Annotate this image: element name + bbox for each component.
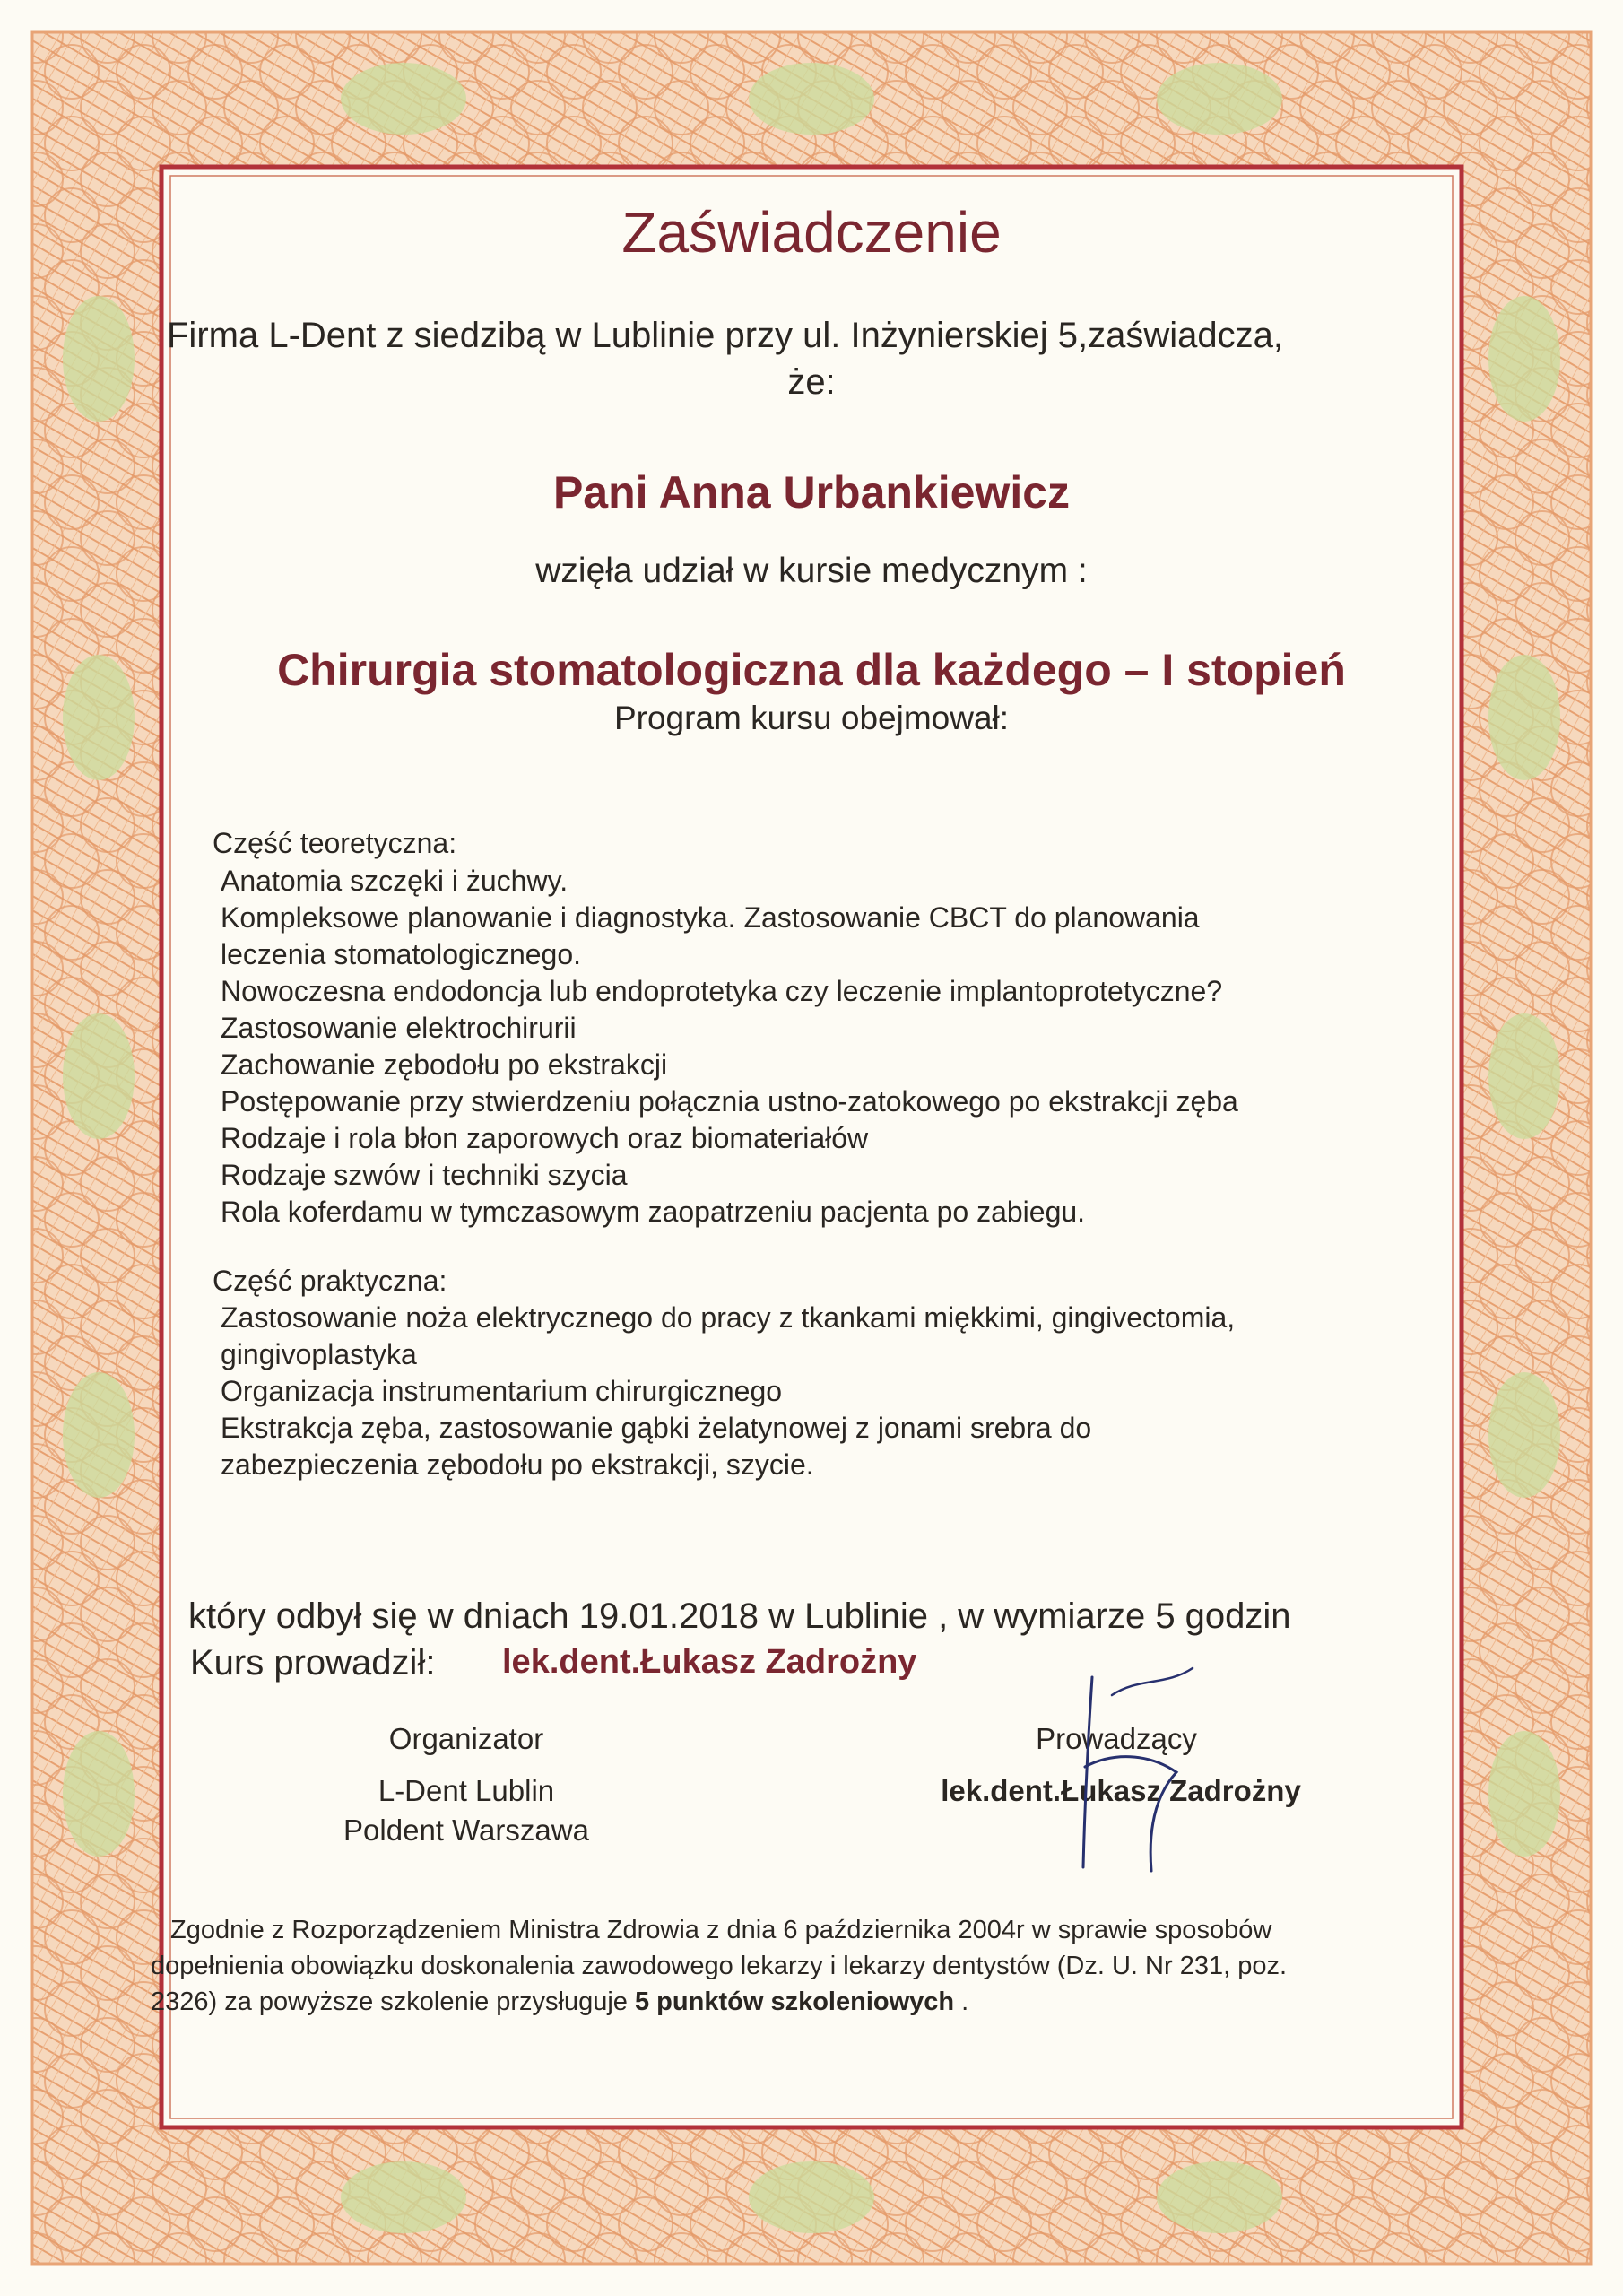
theory-item: Zachowanie zębodołu po ekstrakcji [221,1048,668,1081]
theory-item: Postępowanie przy stwierdzeniu połącznia ustno-zatokowego po ekstrakcji zęba [221,1085,1238,1118]
instructor-title: Prowadzący [1036,1722,1197,1755]
certificate-title: Zaświadczenie [621,200,1002,265]
intro-line-1: Firma L-Dent z siedzibą w Lublinie przy ul. Inżynierskiej 5,zaświadcza, [167,316,1283,355]
footer-line-2: dopełnienia obowiązku doskonalenia zawodowego lekarzy i lekarzy dentystów (Dz. U. Nr 231, poz. [151,1952,1288,1980]
theory-item: leczenia stomatologicznego. [221,938,582,970]
practice-item: gingivoplastyka [221,1338,417,1370]
theory-item: Zastosowanie elektrochirurii [221,1012,577,1044]
theory-label: Część teoretyczna: [213,827,457,859]
theory-item: Rola koferdamu w tymczasowym zaopatrzeniu pacjenta po zabiegu. [221,1196,1086,1228]
organizer-title: Organizator [388,1722,544,1755]
course-title: Chirurgia stomatologiczna dla każdego – I stopień [277,645,1346,695]
theory-item: Anatomia szczęki i żuchwy. [221,865,568,897]
practice-item: Organizacja instrumentarium chirurgicznego [221,1375,783,1407]
footer-line-1: Zgodnie z Rozporządzeniem Ministra Zdrowia z dnia 6 października 2004r w sprawie sposobów [170,1916,1272,1944]
footer-line-3-end: . [954,1987,969,2016]
practice-label: Część praktyczna: [213,1265,447,1297]
practice-item: zabezpieczenia zębodołu po ekstrakcji, szycie. [221,1448,814,1481]
handwritten-signature [1058,1659,1211,1874]
intro-line-2: że: [787,362,836,402]
theory-item: Nowoczesna endodoncja lub endoprotetyka czy leczenie implantoprotetyczne? [221,975,1223,1007]
theory-item: Rodzaje szwów i techniki szycia [221,1159,628,1191]
theory-item: Kompleksowe planowanie i diagnostyka. Zastosowanie CBCT do planowania [221,901,1200,934]
led-by-name: lek.dent.Łukasz Zadrożny [502,1643,917,1681]
organizer-line-1: L-Dent Lublin [378,1774,555,1807]
organizer-line-2: Poldent Warszawa [343,1813,589,1847]
footer-line-3-start: 2326) za powyższe szkolenie przysługuje [151,1987,635,2016]
course-date-text: który odbył się w dniach 19.01.2018 w Lublinie , w wymiarze 5 godzin [188,1596,1291,1636]
practice-item: Ekstrakcja zęba, zastosowanie gąbki żelatynowej z jonami srebra do [221,1412,1092,1444]
footer-line-3 [151,1987,968,2017]
footer-points: 5 punktów szkoleniowych [635,1987,955,2016]
instructor-name: lek.dent.Łukasz Zadrożny [941,1774,1301,1807]
took-part-text: wzięła udział w kursie medycznym : [535,552,1088,590]
program-label: Program kursu obejmował: [613,700,1010,736]
participant-name: Pani Anna Urbankiewicz [552,467,1071,517]
theory-item: Rodzaje i rola błon zaporowych oraz biomateriałów [221,1122,869,1154]
practice-item: Zastosowanie noża elektrycznego do pracy z tkankami miękkimi, gingivectomia, [221,1301,1236,1334]
led-by-label: Kurs prowadził: [190,1643,436,1683]
